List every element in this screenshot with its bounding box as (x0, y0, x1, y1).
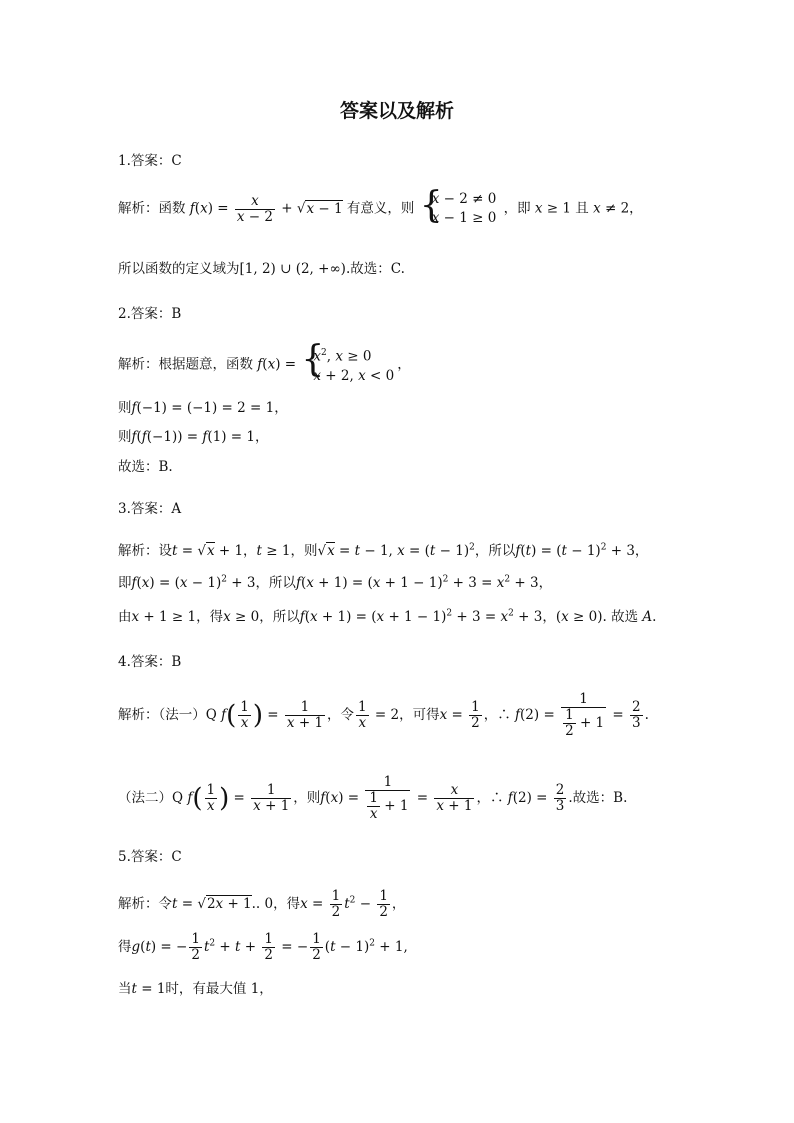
q4-method-2: （法二）Q f( $\frac{1}{x}$ ) = $\frac{1}{x + 1}$ ，则f(x) = 1 $\frac{1}{x}$ + 1 = $\frac{x}{x + 1}$ ，∴ f(2) = $\frac{2}{3}$ .故选：B. (118, 774, 628, 822)
q2-step-1: 则f(−1) = (−1) = 2 = 1， (118, 400, 288, 416)
q2-answer: 2.答案：B (118, 306, 182, 322)
q4-answer: 4.答案：B (118, 654, 182, 670)
q3-step-2-mid2: ，所以 (259, 609, 300, 625)
q4-analysis-prefix: 解析：（法一） (118, 707, 206, 723)
q5-step-1-prefix: 得 (118, 939, 132, 955)
q3-answer: 3.答案：A (118, 501, 182, 517)
q1-analysis: 解析：函数 f(x) = $\frac{x}{x - 2}$ + √x − 1 有意义，则 { x − 2 ≠ 0 x − 1 ≥ 0 ，即 x ≥ 1 且 x ≠ 2， (118, 190, 643, 228)
q3-step-2-mid1: ，得 (196, 609, 224, 625)
q3-analysis-prefix: 解析：设 (118, 543, 172, 559)
q3-step-2-prefix: 由 (118, 609, 132, 625)
q4-analysis-mid1: ，令 (327, 707, 355, 723)
q2-step-1-prefix: 则 (118, 400, 132, 416)
page-title: 答案以及解析 (339, 100, 454, 122)
q5-analysis: 解析：令t = √2x + 1.. 0，得x = $\frac{1}{2}$ $t^2$ − $\frac{1}{2}$ ， (118, 888, 406, 920)
q1-analysis-prefix: 解析：函数 (118, 200, 186, 217)
q3-analysis-mid1: ，则 (290, 543, 318, 559)
q5-step-2-prefix: 当 (118, 981, 132, 997)
q1-domain-text: 所以函数的定义域为 (118, 261, 240, 277)
q5-step-2-mid: 时，有最大值 1， (165, 981, 273, 997)
q5-answer: 5.答案：C (118, 849, 182, 865)
q3-step-1-prefix: 即 (118, 575, 132, 591)
q2-step-2: 则f(f(−1)) = f(1) = 1， (118, 429, 269, 445)
q1-analysis-mid: 有意义，则 (346, 200, 415, 217)
q1-analysis-after: ，即 (503, 200, 531, 217)
q1-domain-line: 所以函数的定义域为[1, 2) ∪ (2, +∞).故选：C. (118, 261, 405, 277)
q3-step-1: 即$f(x) = (x - 1)^2 + 3$，所以$f(x + 1) = (x + 1 - 1)^2 + 3 = x^2 + 3$， (118, 574, 553, 591)
q3-step-1-mid: ，所以 (255, 575, 296, 591)
q5-step-2: 当t = 1时，有最大值 1， (118, 981, 273, 997)
q5-analysis-prefix: 解析：令 (118, 896, 172, 912)
q5-step-1: 得g(t) = − $\frac{1}{2}$ $t^2 + t$ + $\frac{1}{2}$ = − $\frac{1}{2}$ $(t - 1)^2 + 1$, (118, 931, 408, 963)
q2-step-2-prefix: 则 (118, 429, 132, 445)
q1-answer: 1.答案：C (118, 153, 182, 169)
q4-method-2-end: .故选：B. (568, 790, 628, 806)
q3-step-2: 由x + 1 ≥ 1，得x ≥ 0，所以$f(x + 1) = (x + 1 - 1)^2 + 3 = x^2 + 3$，(x ≥ 0). 故选 A. (118, 608, 657, 625)
q3-analysis-mid2: ，所以 (474, 543, 516, 559)
q1-domain-end: .故选：C. (345, 261, 405, 277)
q2-analysis-prefix: 解析：根据题意，函数 (118, 356, 253, 373)
q2-conclusion: 故选：B. (118, 459, 173, 475)
q5-analysis-mid: ，得 (273, 896, 301, 912)
q2-analysis: 解析：根据题意，函数 f(x) = { $x^2$, x ≥ 0 x + 2, x < 0 ， (118, 344, 411, 386)
q4-method-2-mid: ，则 (293, 790, 321, 806)
q3-step-2-end: . 故选 (602, 609, 639, 625)
q4-analysis-mid2: ，可得 (399, 707, 440, 723)
q4-analysis: 解析：（法一）Q f( $\frac{1}{x}$ ) = $\frac{1}{x + 1}$ ，令 $\frac{1}{x}$ = 2，可得x = $\frac{1}{2}$ ，∴ f(2) = 1 $\frac{1}{2}$ + 1 = $\frac{2}{3}$ . (118, 691, 649, 739)
q4-method-2-prefix: （法二） (118, 790, 172, 806)
q3-analysis: 解析：设t = √x + 1，t ≥ 1，则√x = t − 1, $x = (t - 1)^2$，所以$f(t) = (t - 1)^2 + 3$， (118, 542, 649, 559)
